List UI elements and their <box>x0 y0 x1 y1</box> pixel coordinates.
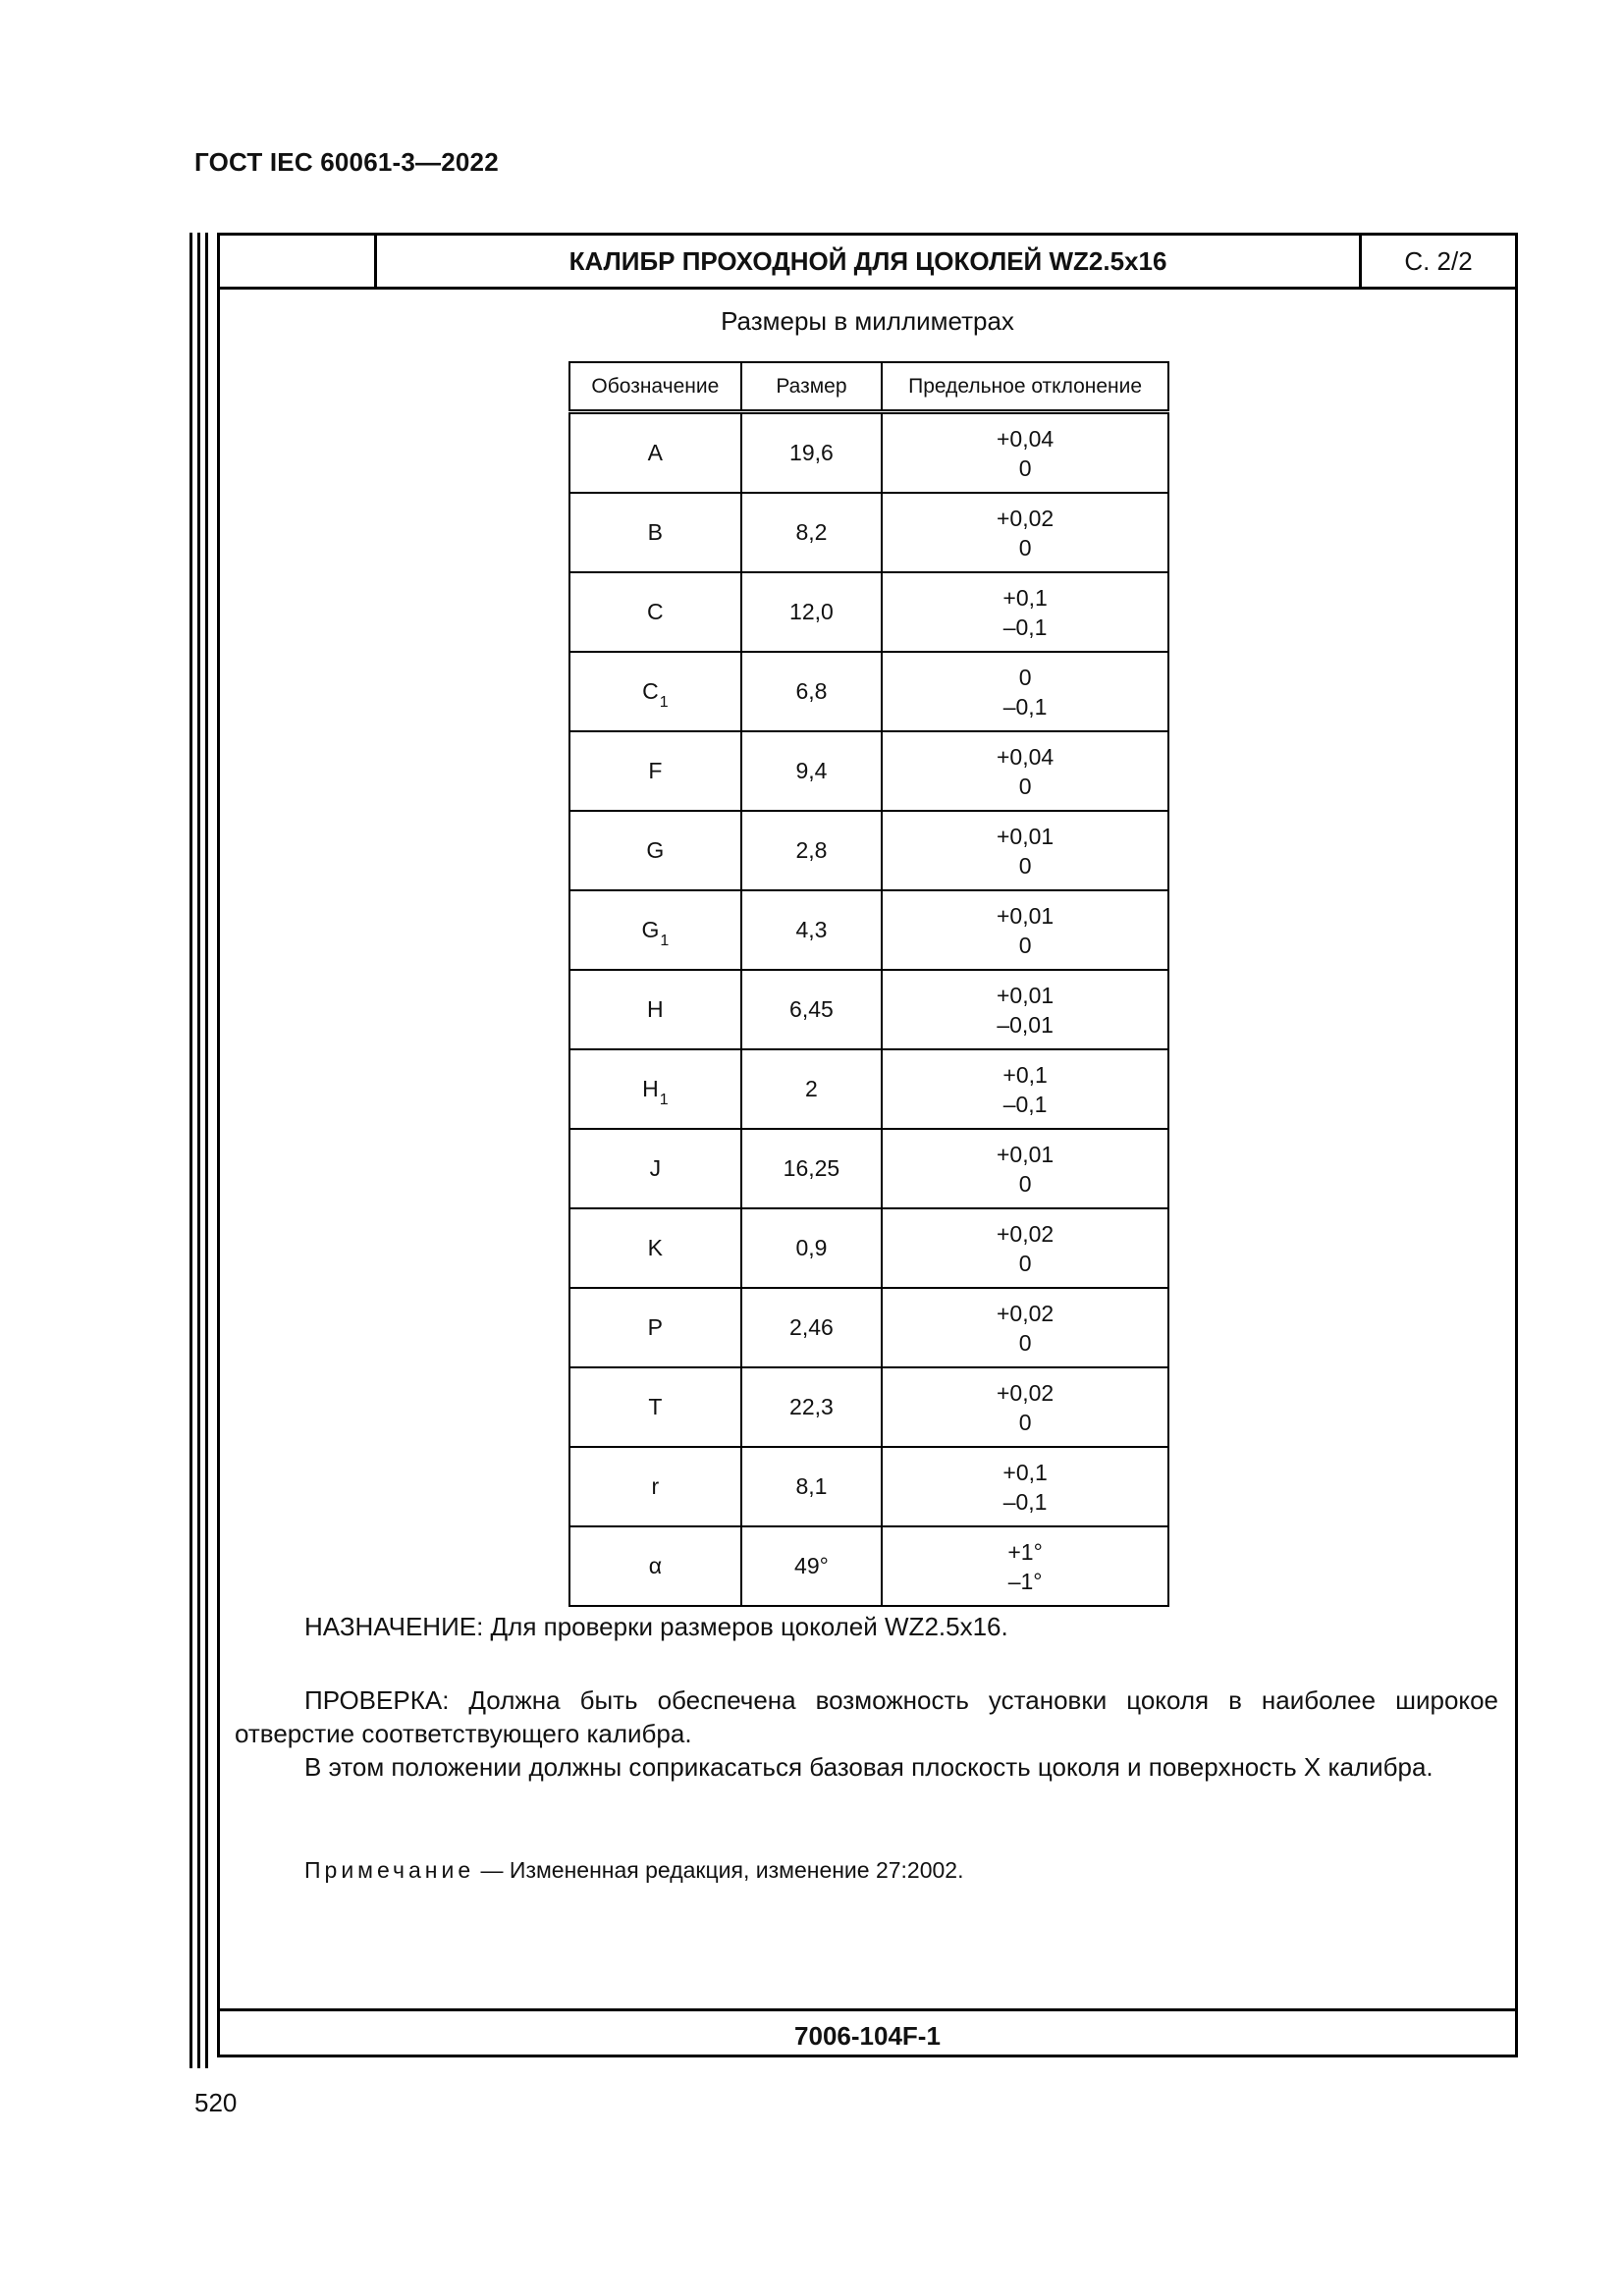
symbol-subscript: 1 <box>659 694 669 711</box>
cell-deviation <box>882 493 1168 572</box>
table-row <box>569 1447 1168 1526</box>
cell-deviation <box>882 1049 1168 1129</box>
cell-deviation <box>882 1447 1168 1526</box>
deviation-lower: 0 <box>1018 1170 1032 1197</box>
deviation-lower: 0 <box>1018 1250 1032 1276</box>
sheet-frame <box>217 233 1518 2057</box>
deviation-upper: 0 <box>1018 664 1032 690</box>
dimensions-table <box>568 361 1169 1607</box>
deviation-upper: +0,04 <box>996 425 1055 452</box>
column-header-size: Размер <box>741 362 883 412</box>
column-header-deviation: Предельное отклонение <box>882 362 1168 412</box>
cell-deviation <box>882 1367 1168 1447</box>
cell-symbol <box>569 572 741 652</box>
table-row <box>569 1049 1168 1129</box>
purpose-paragraph: НАЗНАЧЕНИЕ: Для проверки размеров цоколей WZ2.5x16. <box>304 1612 1008 1641</box>
deviation-upper: +0,01 <box>996 1141 1055 1167</box>
cell-deviation <box>882 1526 1168 1606</box>
table-row <box>569 652 1168 731</box>
symbol-text: G <box>641 917 660 942</box>
deviation-upper: +0,02 <box>996 505 1055 531</box>
binding-line <box>189 233 192 2068</box>
cell-symbol <box>569 412 741 494</box>
cell-deviation <box>882 1208 1168 1288</box>
title-row <box>220 236 1515 290</box>
deviation-lower: 0 <box>1018 454 1032 481</box>
deviation-upper: +1° <box>1007 1538 1043 1565</box>
cell-symbol <box>569 970 741 1049</box>
cell-symbol <box>569 1526 741 1606</box>
symbol-text: P <box>647 1314 664 1340</box>
units-caption: Размеры в миллиметрах <box>721 306 1014 336</box>
cell-symbol <box>569 1288 741 1367</box>
deviation-lower: 0 <box>1018 852 1032 879</box>
cell-deviation <box>882 652 1168 731</box>
cell-deviation <box>882 572 1168 652</box>
deviation-lower: –0,1 <box>1002 1488 1048 1515</box>
cell-deviation <box>882 412 1168 494</box>
deviation-lower: –0,1 <box>1002 693 1048 720</box>
table-body <box>569 412 1168 1607</box>
cell-size: 19,6 <box>741 412 883 494</box>
cell-size: 0,9 <box>741 1208 883 1288</box>
symbol-text: A <box>647 440 664 465</box>
cell-symbol <box>569 1208 741 1288</box>
cell-size: 8,2 <box>741 493 883 572</box>
deviation-lower: 0 <box>1018 1409 1032 1435</box>
standard-header: ГОСТ IEC 60061-3—2022 <box>194 147 499 177</box>
symbol-text: α <box>648 1553 662 1578</box>
symbol-text: J <box>649 1155 662 1181</box>
binding-line <box>197 233 200 2068</box>
sheet-title: КАЛИБР ПРОХОДНОЙ ДЛЯ ЦОКОЛЕЙ WZ2.5x16 <box>568 245 1167 276</box>
check-paragraph: ПРОВЕРКА: Должна быть обеспечена возможность установки цоколя в наиболее широкое отверстие соответствующего калибра. <box>235 1685 1498 1748</box>
deviation-upper: +0,1 <box>1002 1061 1048 1088</box>
cell-size: 9,4 <box>741 731 883 811</box>
title-blank-cell <box>220 236 377 287</box>
table-row <box>569 811 1168 890</box>
deviation-upper: +0,01 <box>996 982 1055 1008</box>
cell-deviation <box>882 731 1168 811</box>
symbol-text: r <box>651 1473 660 1499</box>
deviation-upper: +0,02 <box>996 1220 1055 1247</box>
cell-symbol <box>569 1367 741 1447</box>
cell-size: 4,3 <box>741 890 883 970</box>
cell-symbol <box>569 731 741 811</box>
cell-symbol <box>569 890 741 970</box>
cell-size: 2,8 <box>741 811 883 890</box>
column-header-symbol: Обозначение <box>569 362 741 412</box>
deviation-upper: +0,01 <box>996 902 1055 929</box>
symbol-text: G <box>646 837 665 863</box>
deviation-upper: +0,01 <box>996 823 1055 849</box>
table-row <box>569 493 1168 572</box>
cell-size: 2 <box>741 1049 883 1129</box>
binding-line <box>205 233 208 2068</box>
deviation-upper: +0,02 <box>996 1300 1055 1326</box>
table-row <box>569 731 1168 811</box>
table-row <box>569 572 1168 652</box>
deviation-lower: 0 <box>1018 534 1032 561</box>
cell-symbol <box>569 1129 741 1208</box>
cell-size: 2,46 <box>741 1288 883 1367</box>
deviation-upper: +0,02 <box>996 1379 1055 1406</box>
cell-symbol <box>569 811 741 890</box>
note-lead: Примечание <box>304 1857 475 1883</box>
symbol-text: K <box>647 1235 664 1260</box>
cell-deviation <box>882 811 1168 890</box>
page-number: 520 <box>194 2088 238 2117</box>
symbol-text: H <box>647 996 664 1022</box>
table-row <box>569 890 1168 970</box>
check-position-paragraph: В этом положении должны соприкасаться базовая плоскость цоколя и поверхность X калибра. <box>304 1752 1434 1782</box>
table-row <box>569 1367 1168 1447</box>
cell-size: 6,8 <box>741 652 883 731</box>
cell-deviation <box>882 1129 1168 1208</box>
symbol-subscript: 1 <box>659 1092 669 1108</box>
cell-symbol <box>569 652 741 731</box>
cell-size: 6,45 <box>741 970 883 1049</box>
deviation-lower: 0 <box>1018 932 1032 958</box>
symbol-text: T <box>648 1394 663 1419</box>
deviation-lower: 0 <box>1018 773 1032 799</box>
table-row <box>569 412 1168 494</box>
cell-symbol <box>569 1049 741 1129</box>
deviation-lower: –0,1 <box>1002 614 1048 640</box>
sheet-page-label: С. 2/2 <box>1359 236 1515 287</box>
deviation-lower: –0,1 <box>1002 1091 1048 1117</box>
cell-deviation <box>882 1288 1168 1367</box>
cell-size: 12,0 <box>741 572 883 652</box>
table-row <box>569 1208 1168 1288</box>
deviation-lower: –1° <box>1007 1568 1043 1594</box>
symbol-text: C <box>642 678 659 704</box>
sheet-code: 7006-104F-1 <box>220 2008 1515 2060</box>
symbol-subscript: 1 <box>660 933 670 949</box>
cell-deviation <box>882 890 1168 970</box>
table-row <box>569 1526 1168 1606</box>
cell-symbol <box>569 493 741 572</box>
deviation-upper: +0,04 <box>996 743 1055 770</box>
deviation-upper: +0,1 <box>1002 584 1048 611</box>
symbol-text: B <box>647 519 664 545</box>
deviation-lower: –0,01 <box>997 1011 1054 1038</box>
symbol-text: H <box>642 1076 659 1101</box>
deviation-lower: 0 <box>1018 1329 1032 1356</box>
table-row <box>569 1129 1168 1208</box>
note-text: — Измененная редакция, изменение 27:2002. <box>474 1857 964 1883</box>
cell-size: 16,25 <box>741 1129 883 1208</box>
cell-size: 8,1 <box>741 1447 883 1526</box>
table-header-row <box>569 362 1168 412</box>
cell-deviation <box>882 970 1168 1049</box>
symbol-text: F <box>648 758 663 783</box>
cell-size: 22,3 <box>741 1367 883 1447</box>
cell-size: 49° <box>741 1526 883 1606</box>
table-row <box>569 970 1168 1049</box>
note <box>304 1857 964 1884</box>
table-row <box>569 1288 1168 1367</box>
symbol-text: C <box>647 599 664 624</box>
deviation-upper: +0,1 <box>1002 1459 1048 1485</box>
cell-symbol <box>569 1447 741 1526</box>
